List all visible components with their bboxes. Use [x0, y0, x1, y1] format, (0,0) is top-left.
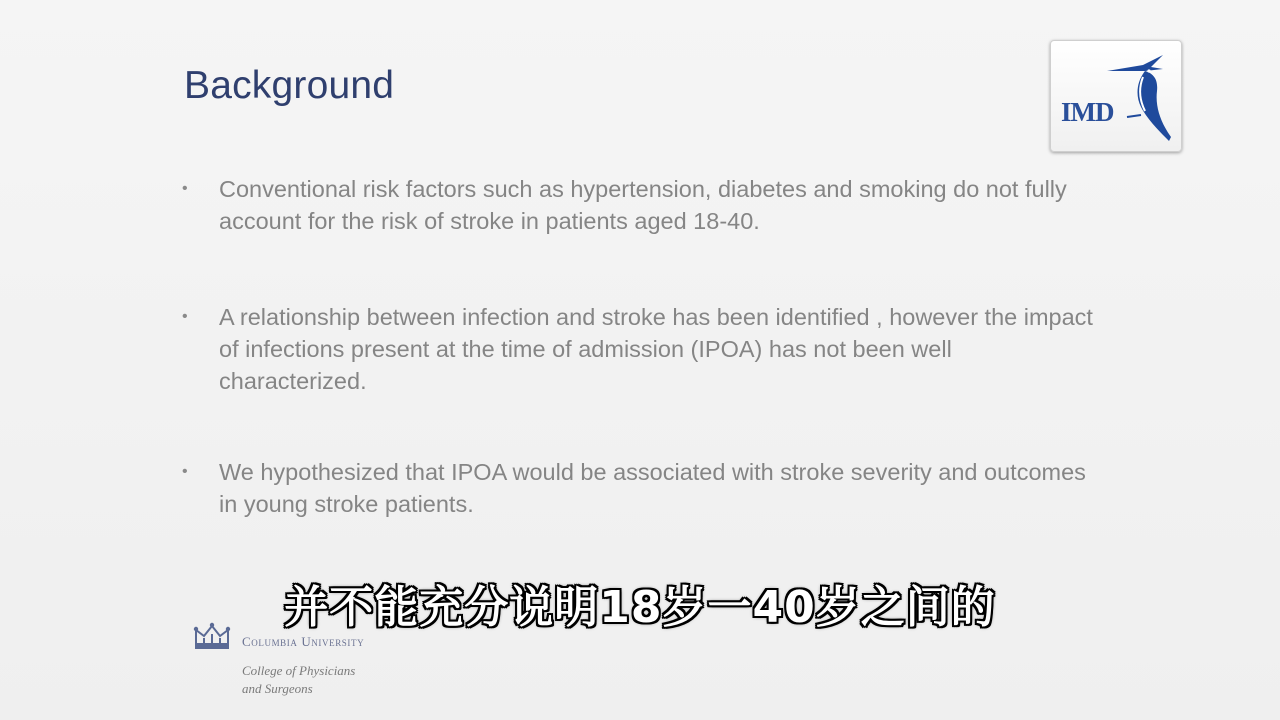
college-line-1: College of Physicians [242, 663, 356, 678]
bullet-text: We hypothesized that IPOA would be associated with stroke severity and outcomes in young stroke patients. [219, 459, 1086, 517]
slide-title: Background [184, 64, 395, 107]
bullet-text: A relationship between infection and stroke has been identified , however the impact of infections present at the time of admission (IPOA) has not been well characterized. [219, 304, 1093, 394]
university-name: Columbia University [242, 634, 365, 649]
bullet-text: Conventional risk factors such as hypertension, diabetes and smoking do not fully account for the risk of stroke in patients aged 18-40. [219, 176, 1067, 234]
bullet-marker: • [182, 308, 188, 325]
kingfisher-bird-icon [1051, 41, 1181, 151]
college-name [242, 662, 442, 698]
bullet-marker: • [182, 463, 188, 480]
bullet-marker: • [182, 180, 188, 197]
video-subtitle: 并不能充分说明18岁一40岁之间的 [284, 582, 996, 633]
college-line-2: and Surgeons [242, 681, 313, 696]
logo-text: IMD [1061, 97, 1114, 127]
imd-logo [1050, 40, 1182, 152]
